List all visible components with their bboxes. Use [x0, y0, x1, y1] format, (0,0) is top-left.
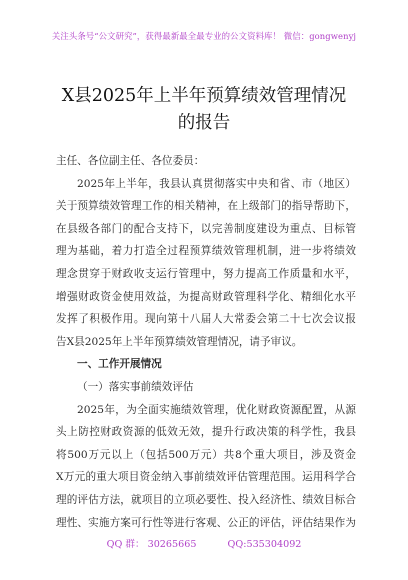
salutation: 主任、各位副主任、各位委员： [56, 155, 205, 167]
title-line-1: X县2025年上半年预算绩效管理情况 [61, 86, 347, 106]
paragraph-line: 头上防控财政资源的低效无效，提升行政决策的科学性，我县 [56, 426, 356, 439]
subsection-heading: （一）落实事前绩效评估 [77, 380, 194, 393]
paragraph-line: 2025年，为全面实施绩效管理，优化财政资源配置，从源 [77, 403, 356, 416]
paragraph-line: 将500万元以上（包括500万元）共8个重大项目，涉及资金 [56, 448, 356, 461]
footer-qq-group: QQ 群： 30265665 [106, 539, 197, 550]
document-title [0, 83, 408, 137]
paragraph-line: 理性、实施方案可行性等进行客观、公正的评估，评估结果作为 [56, 516, 356, 529]
paragraph-line: 关于预算绩效管理工作的相关精神，在上级部门的指导帮助下， [56, 200, 356, 213]
footer-contact [0, 536, 408, 550]
paragraph-line: 在县级各部门的配合支持下，以完善制度建设为重点、目标管 [56, 222, 356, 235]
paragraph-line: 理的评估方法，就项目的立项必要性、投入经济性、绩效目标合 [56, 493, 356, 506]
paragraph-line: 2025年上半年，我县认真贯彻落实中央和省、市（地区） [77, 177, 356, 190]
paragraph-line: 理为基础，着力打造全过程预算绩效管理机制，进一步将绩效 [56, 245, 356, 258]
section-heading: 一、工作开展情况 [77, 358, 162, 371]
title-line-2: 的报告 [177, 113, 231, 133]
footer-qq: QQ:535304092 [227, 539, 302, 550]
paragraph-line: 理念贯穿于财政收支运行管理中，努力提高工作质量和水平， [56, 267, 356, 280]
paragraph-line: 告X县2025年上半年预算绩效管理情况，请予审议。 [56, 335, 303, 348]
paragraph-line: X万元的重大项目资金纳入事前绩效评估管理范围。运用科学合 [56, 471, 356, 484]
document-body [56, 150, 356, 534]
paragraph-line: 增强财政资金使用效益，为提高财政管理科学化、精细化水平 [56, 290, 356, 303]
paragraph-line: 发挥了积极作用。现向第十八届人大常委会第二十七次会议报 [56, 313, 356, 326]
header-notice: 关注头条号“公文研究”，获得最新最全最专业的公文资料库！ 微信：gongwenyj [51, 31, 357, 41]
